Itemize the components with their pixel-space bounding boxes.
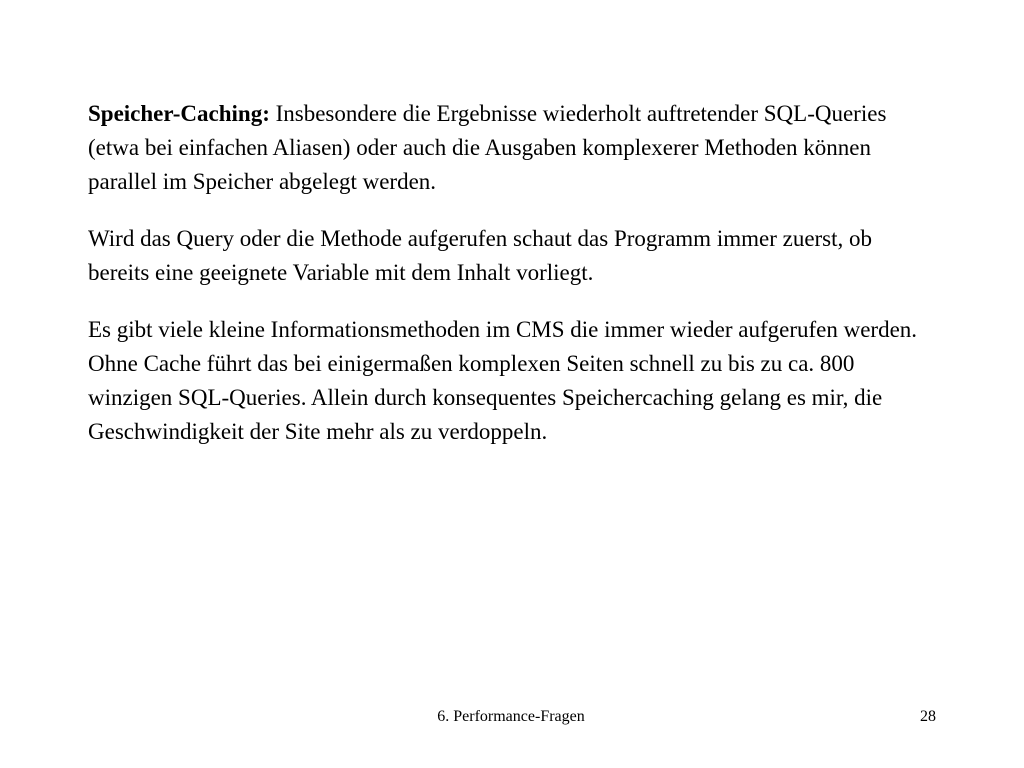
paragraph-speicher-caching [88, 97, 938, 199]
paragraph-text: Insbesondere die Ergebnisse wiederholt auftretender SQL-Queries (etwa bei einfachen Aliasen) oder auch die Ausgaben komplexerer Methoden können parallel im Speicher abgelegt werden. [88, 101, 887, 194]
paragraph-lead: Speicher-Caching: [88, 101, 270, 126]
footer-title: 6. Performance-Fragen [437, 708, 585, 725]
paragraph-information-methods: Es gibt viele kleine Informationsmethoden im CMS die immer wieder aufgerufen werden. Ohne Cache führt das bei einigermaßen komplexen Seiten schnell zu bis zu ca. 800 winzigen SQL-Queries. Allein durch konsequentes Speichercaching gelang es mir, die Geschwindigkeit der Site mehr als zu verdoppeln. [88, 317, 918, 444]
page-number: 28 [920, 708, 936, 725]
paragraph-query-lookup: Wird das Query oder die Methode aufgerufen schaut das Programm immer zuerst, ob bereits eine geeignete Variable mit dem Inhalt vorliegt. [88, 226, 873, 285]
slide-body [88, 97, 938, 472]
